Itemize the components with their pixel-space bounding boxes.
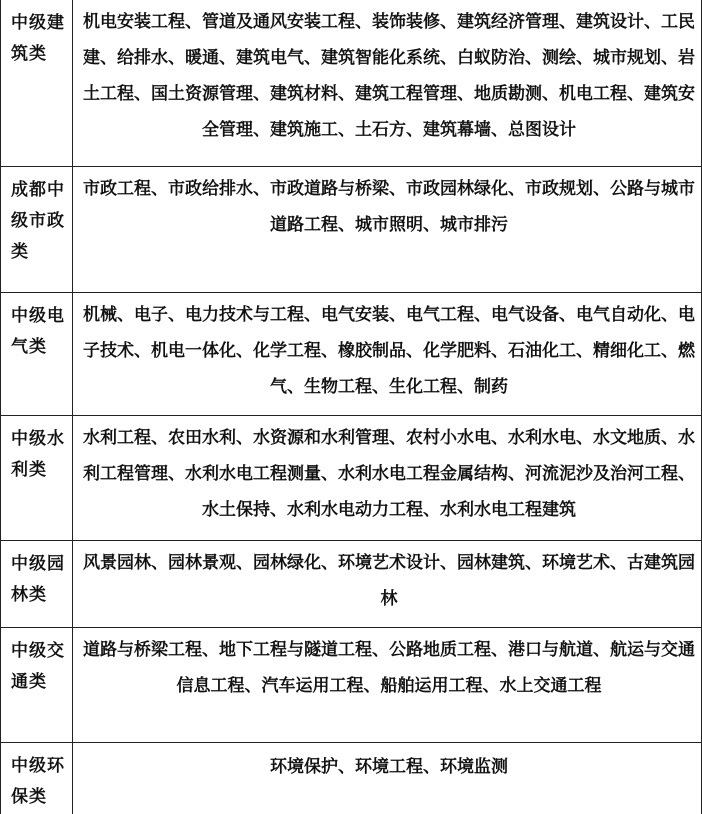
table-row [1, 415, 701, 540]
category-cell: 中级环保类 [1, 743, 73, 814]
subjects-cell: 风景园林、园林景观、园林绿化、环境艺术设计、园林建筑、环境艺术、古建筑园林 [83, 553, 695, 609]
subjects-cell: 水利工程、农田水利、水资源和水利管理、农村小水电、水利水电、水文地质、水利工程管理、水利水电工程测量、水利水电工程金属结构、河流泥沙及治河工程、水土保持、水利水电动力工程、水利水电工程建筑 [83, 428, 695, 520]
table-row [1, 166, 701, 292]
subjects-cell: 环境保护、环境工程、环境监测 [270, 757, 508, 777]
category-cell: 中级电气类 [1, 293, 73, 415]
category-cell: 中级建筑类 [1, 0, 73, 166]
subjects-cell: 机电安装工程、管道及通风安装工程、装饰装修、建筑经济管理、建筑设计、工民建、给排水、暖通、建筑电气、建筑智能化系统、白蚁防治、测绘、城市规划、岩土工程、国土资源管理、建筑材料、建筑工程管理、地质勘测、机电工程、建筑安全管理、建筑施工、土石方、建筑幕墙、总图设计 [83, 12, 695, 140]
subjects-cell: 道路与桥梁工程、地下工程与隧道工程、公路地质工程、港口与航道、航运与交通信息工程、汽车运用工程、船舶运用工程、水上交通工程 [83, 640, 695, 696]
subjects-cell: 机械、电子、电力技术与工程、电气安装、电气工程、电气设备、电气自动化、电子技术、机电一体化、化学工程、橡胶制品、化学肥料、石油化工、精细化工、燃气、生物工程、生化工程、制药 [83, 305, 695, 397]
table-row [1, 0, 701, 166]
table-row [1, 292, 701, 415]
table-row [1, 627, 701, 742]
table-row [1, 742, 701, 814]
category-cell: 中级水利类 [1, 416, 73, 540]
category-cell: 中级交通类 [1, 628, 73, 742]
category-cell: 成都中级市政类 [1, 167, 73, 292]
table-row [1, 540, 701, 627]
category-cell: 中级园林类 [1, 541, 73, 627]
subjects-cell: 市政工程、市政给排水、市政道路与桥梁、市政园林绿化、市政规划、公路与城市道路工程、城市照明、城市排污 [83, 179, 695, 235]
